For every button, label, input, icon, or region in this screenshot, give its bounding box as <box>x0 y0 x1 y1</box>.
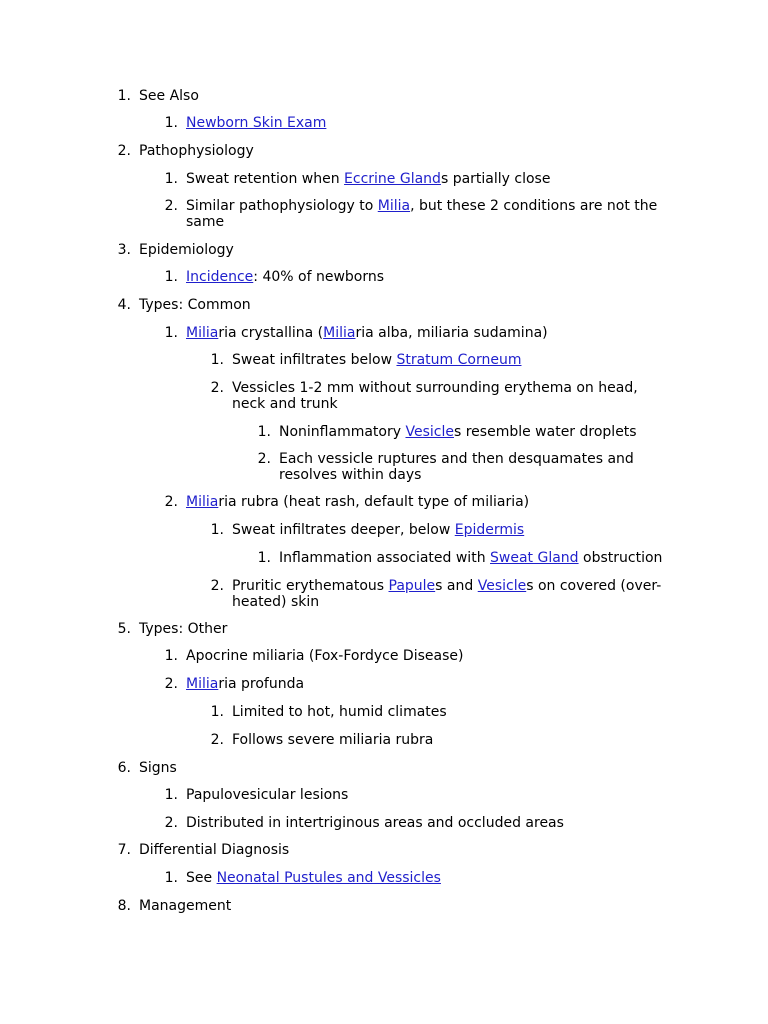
list-item-number: 7. <box>117 842 131 858</box>
list-item-text <box>139 143 254 159</box>
list-item-number: 2. <box>210 380 224 396</box>
text-segment: Similar pathophysiology to <box>186 198 378 214</box>
text-segment: , but these 2 conditions are not the <box>410 198 658 214</box>
text-segment: same <box>186 214 225 230</box>
text-segment: Noninflammatory <box>279 424 406 440</box>
list-item-text <box>139 297 251 313</box>
link-newborn-skin-exam[interactable]: Newborn Skin Exam <box>186 115 327 131</box>
list-item-text <box>186 815 564 831</box>
list-item-number: 2. <box>257 451 271 467</box>
list-item-number: 2. <box>117 143 131 159</box>
list-item-number: 2. <box>164 198 178 214</box>
link-sweat-gland[interactable]: Sweat Gland <box>490 550 579 566</box>
list-item-number: 1. <box>117 88 131 104</box>
link-milia[interactable]: Milia <box>186 325 219 341</box>
list-item-number: 1. <box>164 115 178 131</box>
list-item-number: 3. <box>117 242 131 258</box>
list-item-text <box>186 115 326 131</box>
text-segment: Vessicles 1-2 mm without surrounding erythema on head, <box>232 380 638 396</box>
text-segment: ria rubra (heat rash, default type of miliaria) <box>218 494 530 510</box>
text-segment: Differential Diagnosis <box>139 842 290 858</box>
list-item-text <box>139 242 234 258</box>
text-segment: Apocrine miliaria (Fox-Fordyce Disease) <box>186 648 464 664</box>
list-item-number: 1. <box>164 870 178 886</box>
text-segment: ria profunda <box>218 676 305 692</box>
text-segment: Distributed in intertriginous areas and occluded areas <box>186 815 564 831</box>
list-item-text <box>139 88 199 104</box>
text-segment: obstruction <box>578 550 663 566</box>
text-segment: s resemble water droplets <box>453 424 637 440</box>
list-item-text <box>186 494 529 510</box>
list-item-number: 2. <box>164 676 178 692</box>
text-segment: Limited to hot, humid climates <box>232 704 447 720</box>
link-eccrine-gland[interactable]: Eccrine Gland <box>344 171 441 187</box>
text-segment: Sweat retention when <box>186 171 345 187</box>
text-segment: Inflammation associated with <box>279 550 491 566</box>
list-item-text <box>232 594 319 610</box>
list-item-text <box>186 676 304 692</box>
link-milia[interactable]: Milia <box>186 494 219 510</box>
link-stratum-corneum[interactable]: Stratum Corneum <box>396 352 522 368</box>
link-epidermis[interactable]: Epidermis <box>454 522 525 538</box>
list-item-text <box>279 424 637 440</box>
link-milia[interactable]: Milia <box>186 676 219 692</box>
list-item-number: 1. <box>164 269 178 285</box>
list-item-number: 4. <box>117 297 131 313</box>
text-segment: resolves within days <box>279 467 422 483</box>
link-neonatal-pustules-and-vessicles[interactable]: Neonatal Pustules and Vessicles <box>216 870 441 886</box>
list-item-text <box>139 760 177 776</box>
text-segment: Pruritic erythematous <box>232 578 389 594</box>
list-item-text <box>186 198 657 214</box>
text-segment: See <box>186 870 217 886</box>
text-segment: Pathophysiology <box>139 143 254 159</box>
text-segment: Types: Other <box>139 621 228 637</box>
text-segment: Types: Common <box>139 297 251 313</box>
list-item-text <box>186 171 550 187</box>
link-milia[interactable]: Milia <box>377 198 411 214</box>
list-item-text <box>232 732 433 748</box>
list-item-text <box>186 787 348 803</box>
text-segment: ria crystallina ( <box>218 325 324 341</box>
list-item-number: 2. <box>210 578 224 594</box>
list-item-text <box>279 451 634 467</box>
list-item-number: 2. <box>164 494 178 510</box>
list-item-number: 1. <box>210 352 224 368</box>
list-item-text <box>232 396 338 412</box>
list-item-text <box>232 352 521 368</box>
link-vesicle[interactable]: Vesicle <box>405 424 454 440</box>
list-item-number: 6. <box>117 760 131 776</box>
list-item-number: 2. <box>210 732 224 748</box>
list-item-text <box>186 870 441 886</box>
text-segment: s and <box>435 578 478 594</box>
text-segment: Sweat infiltrates deeper, below <box>232 522 455 538</box>
list-item-text <box>186 325 548 341</box>
list-item-text <box>186 269 384 285</box>
list-item-number: 1. <box>257 424 271 440</box>
list-item-text <box>232 522 524 538</box>
text-segment: Follows severe miliaria rubra <box>232 732 434 748</box>
text-segment: s partially close <box>440 171 551 187</box>
list-item-text <box>139 898 231 914</box>
text-segment: neck and trunk <box>232 396 338 412</box>
text-segment: Sweat infiltrates below <box>232 352 397 368</box>
text-segment: s on covered (over- <box>526 578 662 594</box>
text-segment: Epidemiology <box>139 242 234 258</box>
list-item-text <box>186 214 224 230</box>
list-item-number: 1. <box>210 522 224 538</box>
link-papule[interactable]: Papule <box>388 578 436 594</box>
text-segment: ria alba, miliaria sudamina) <box>355 325 548 341</box>
list-item-text <box>279 467 421 483</box>
list-item-number: 1. <box>164 648 178 664</box>
list-item-text <box>232 704 447 720</box>
list-item-number: 1. <box>257 550 271 566</box>
text-segment: Each vessicle ruptures and then desquamates and <box>279 451 634 467</box>
list-item-text <box>232 380 638 396</box>
list-item-number: 8. <box>117 898 131 914</box>
list-item-text <box>139 621 227 637</box>
list-item-text <box>232 578 661 594</box>
list-item-text <box>139 842 289 858</box>
text-segment: Signs <box>139 760 177 776</box>
list-item-number: 1. <box>164 787 178 803</box>
text-segment: See Also <box>139 88 199 104</box>
list-item-number: 5. <box>117 621 131 637</box>
list-item-number: 1. <box>210 704 224 720</box>
text-segment: Papulovesicular lesions <box>186 787 349 803</box>
text-segment: heated) skin <box>232 594 320 610</box>
list-item-text <box>279 550 662 566</box>
list-item-number: 1. <box>164 171 178 187</box>
text-segment: Management <box>139 898 232 914</box>
link-milia[interactable]: Milia <box>323 325 356 341</box>
list-item-number: 1. <box>164 325 178 341</box>
link-vesicle[interactable]: Vesicle <box>477 578 527 594</box>
text-segment: : 40% of newborns <box>253 269 385 285</box>
list-item-number: 2. <box>164 815 178 831</box>
list-item-text <box>186 648 463 664</box>
link-incidence[interactable]: Incidence <box>186 269 254 285</box>
